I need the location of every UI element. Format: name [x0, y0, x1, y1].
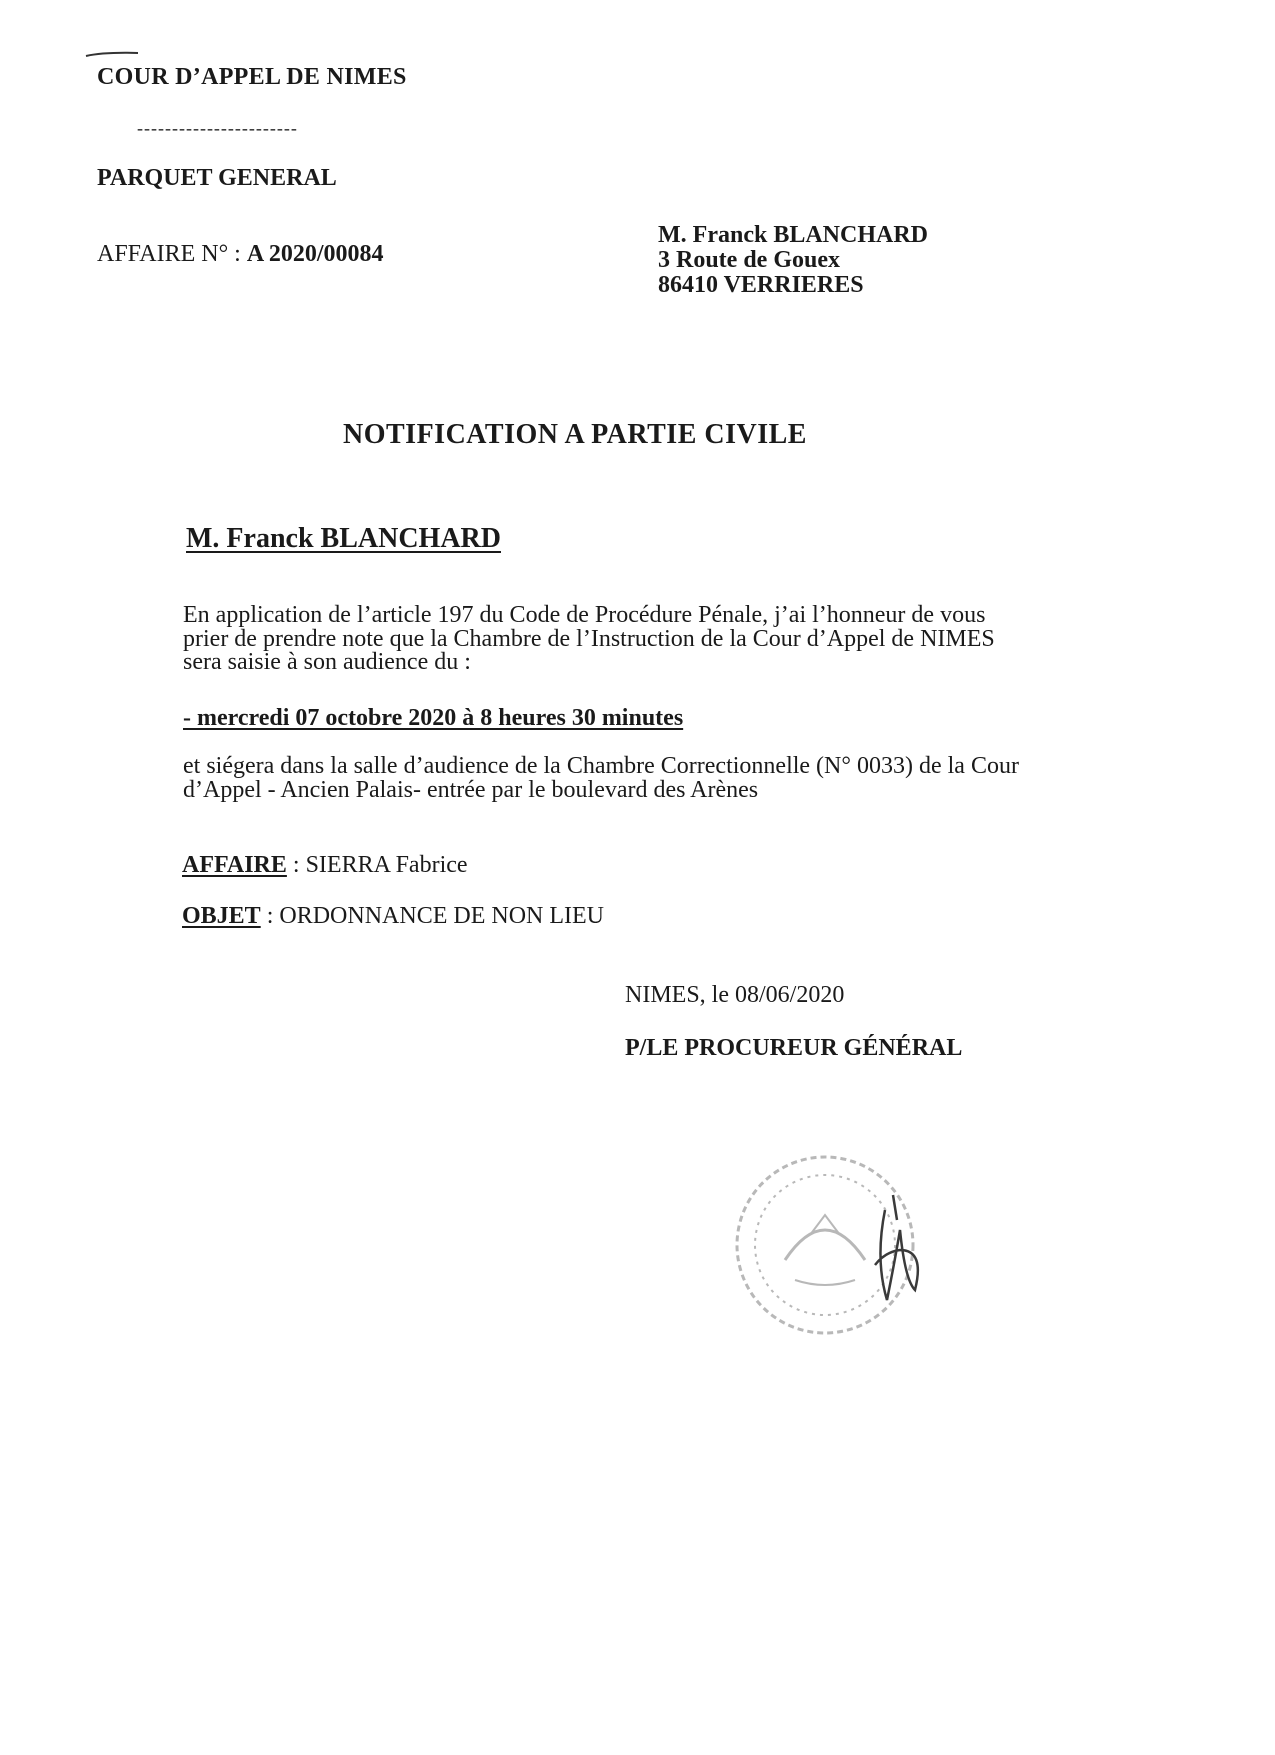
recipient-name: M. Franck BLANCHARD [186, 523, 501, 554]
court-name: COUR D’APPEL DE NIMES [97, 64, 407, 90]
official-stamp-icon [725, 1140, 965, 1350]
signatory: P/LE PROCUREUR GÉNÉRAL [625, 1035, 963, 1061]
objet-separator: : [260, 903, 280, 929]
affaire-label: AFFAIRE [182, 852, 287, 878]
department-name: PARQUET GENERAL [97, 165, 337, 191]
body-line-1: En application de l’article 197 du Code de Procédure Pénale, j’ai l’honneur de vous [183, 602, 986, 628]
affaire-value: SIERRA Fabrice [305, 852, 468, 878]
case-reference [97, 241, 384, 268]
address-name: M. Franck BLANCHARD [658, 222, 928, 248]
objet-label: OBJET [182, 903, 261, 929]
affaire-row [182, 852, 468, 879]
document-title: NOTIFICATION A PARTIE CIVILE [343, 419, 807, 450]
hearing-date: - mercredi 07 octobre 2020 à 8 heures 30 minutes [183, 705, 684, 731]
address-city: 86410 VERRIERES [658, 272, 864, 298]
case-number: A 2020/00084 [246, 241, 384, 267]
affaire-separator: : [286, 852, 306, 878]
objet-row [182, 903, 604, 930]
body-line-3: sera saisie à son audience du : [183, 649, 471, 675]
body-line-5: d’Appel - Ancien Palais- entrée par le boulevard des Arènes [183, 777, 759, 803]
body-line-2: prier de prendre note que la Chambre de l’Instruction de la Cour d’Appel de NIMES [183, 626, 995, 652]
address-street: 3 Route de Gouex [658, 247, 840, 273]
place-date: NIMES, le 08/06/2020 [625, 982, 845, 1008]
pen-mark-icon [84, 50, 140, 58]
header-separator: ----------------------- [137, 118, 298, 138]
case-label: AFFAIRE N° : [97, 241, 247, 267]
objet-value: ORDONNANCE DE NON LIEU [279, 903, 605, 929]
body-line-4: et siégera dans la salle d’audience de la Chambre Correctionnelle (N° 0033) de la Cour [183, 753, 1019, 779]
